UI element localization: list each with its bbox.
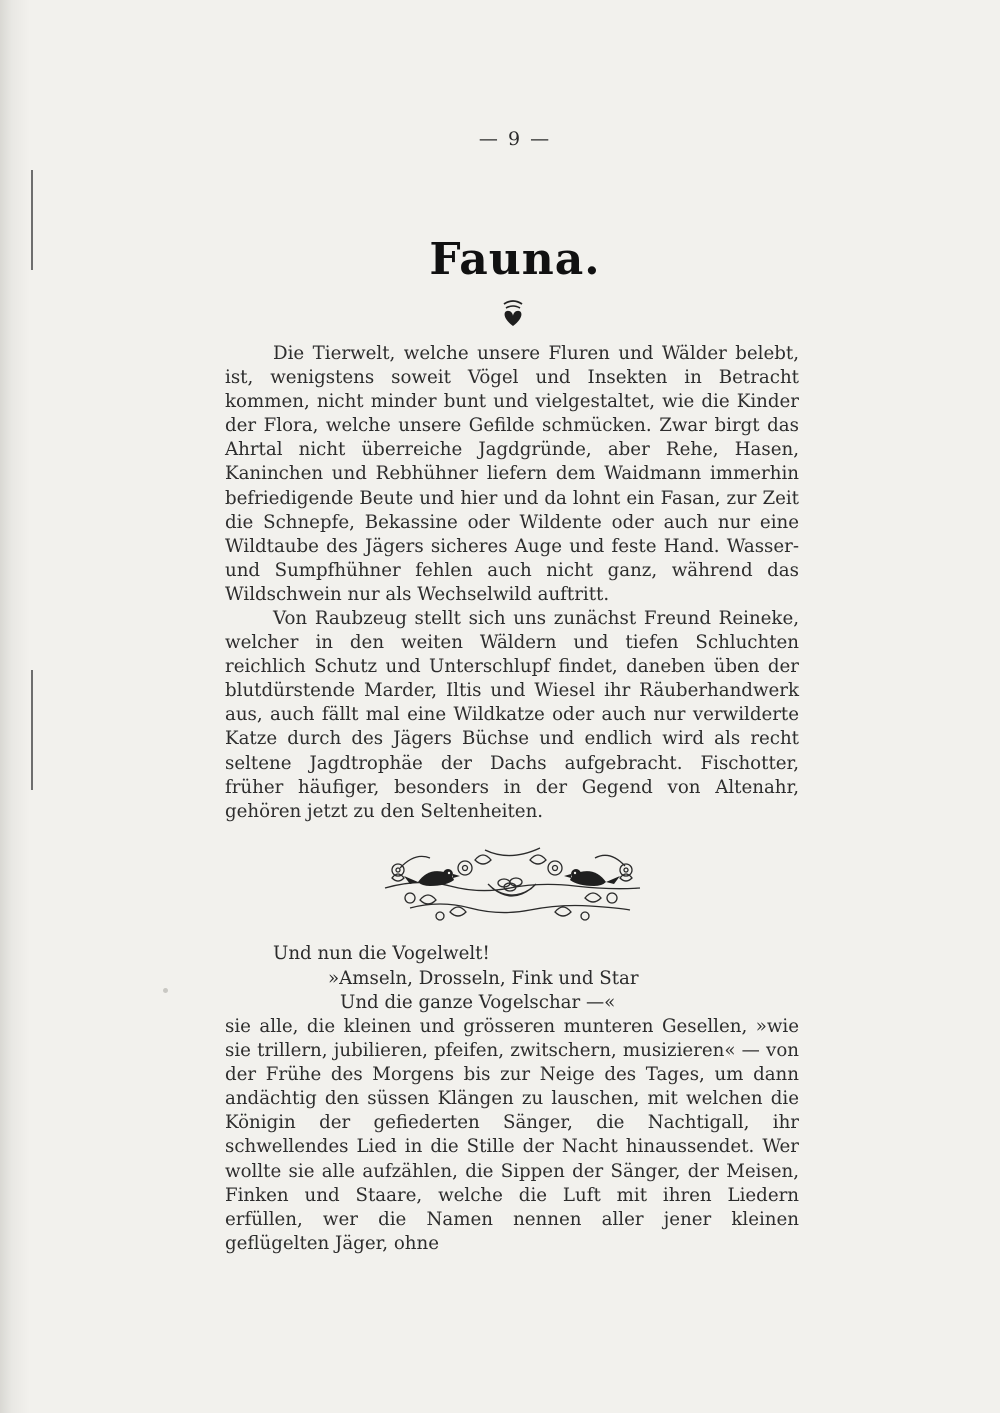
verse-line-2: Und die ganze Vogelschar —«	[340, 992, 616, 1013]
paragraph-raubzeug	[225, 607, 799, 824]
page-number: — 9 —	[478, 128, 552, 150]
verse-intro: Und nun die Vogelwelt!	[273, 943, 490, 964]
fleuron-icon	[498, 296, 528, 328]
chapter-title: Fauna.	[429, 234, 601, 285]
paragraph-vogelwelt	[225, 1015, 799, 1256]
paragraph-text: Die Tierwelt, welche unsere Fluren und Wälder belebt, ist, wenigstens soweit Vögel und Insekten in Betracht kommen, nicht minder bunt und vielgestaltet, wie die Kinder der Flora, welche unsere Gefilde schmücken. Zwar birgt das Ahrtal nicht überreiche Jagdgründe, aber Rehe, Hasen, Kaninchen und Rebhühner liefern dem Waidmann immerhin befriedigende Beute und hier und da lohnt ein Fasan, zur Zeit die Schnepfe, Bekassine oder Wildente oder auch nur eine Wildtaube des Jägers sicheres Auge und feste Hand. Wasser- und Sumpfhühner fehlen auch nicht ganz, während das Wildschwein nur als Wechselwild auftritt.	[225, 343, 799, 605]
page-edge	[0, 0, 30, 1413]
verse-line-1: »Amseln, Drosseln, Fink und Star	[328, 968, 639, 989]
paragraph-text: Von Raubzeug stellt sich uns zunächst Freund Reineke, welcher in den weiten Wäldern und tiefen Schluchten reichlich Schutz und Unterschlupf findet, daneben üben der blutdürstende Marder, Iltis und Wiesel ihr Räuberhandwerk aus, auch fällt mal eine Wildkatze oder auch nur verwilderte Katze durch des Jägers Büchse und endlich wird als recht seltene Jagdtrophäe der Dachs aufgebracht. Fischotter, früher häufiger, besonders in der Gegend von Altenahr, gehören jetzt zu den Seltenheiten.	[225, 608, 799, 822]
birds-and-nest-vignette-icon	[380, 838, 645, 924]
paragraph-fauna-intro	[225, 342, 799, 607]
edge-mark-bottom	[31, 670, 33, 790]
paragraph-text: sie alle, die kleinen und grösseren munteren Gesellen, »wie sie trillern, jubilieren, pfeifen, zwitschern, musizieren« — von der Frühe des Morgens bis zur Neige des Tages, um dann andächtig den süssen Klängen zu lauschen, mit welchen die Königin der gefiederten Sänger, die Nachtigall, ihr schwellendes Lied in die Stille der Nacht hinaussendet. Wer wollte sie alle aufzählen, die Sippen der Sänger, der Meisen, Finken und Staare, welche die Luft mit ihren Liedern erfüllen, wer die Namen nennen aller jener kleinen geflügelten Jäger, ohne	[225, 1016, 799, 1254]
paper-speck	[163, 988, 168, 993]
